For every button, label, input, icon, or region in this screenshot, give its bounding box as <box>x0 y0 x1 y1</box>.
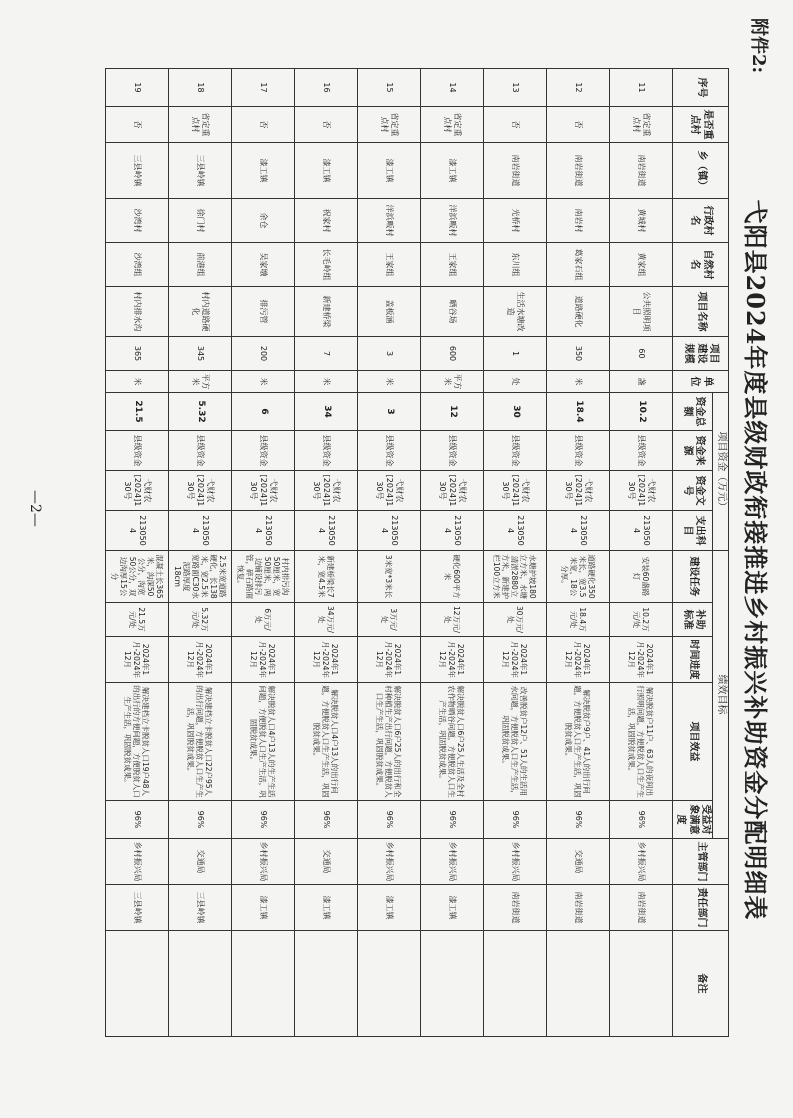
cell-task: 道路硬化350米长，宽3.5米宽，18公分厚。 <box>547 551 610 603</box>
header-fund-doc: 资金文号 <box>673 471 714 511</box>
cell-fund-doc: 弋财农[2024]130号 <box>610 471 673 511</box>
cell-schedule: 2024年1月-2024年12月 <box>484 637 547 683</box>
cell-fund-total: 18.4 <box>547 393 610 431</box>
header-township: 乡（镇） <box>673 143 729 199</box>
cell-township: 南岩街道 <box>484 143 547 199</box>
cell-subject: 2130504 <box>547 511 610 551</box>
cell-department: 交通局 <box>295 839 358 885</box>
cell-key-village: 否 <box>232 107 295 143</box>
cell-natural-village: 长毛岭组 <box>295 243 358 287</box>
cell-responsible: 漆工镇 <box>421 885 484 931</box>
cell-project: 道路硬化 <box>547 287 610 337</box>
cell-project: 生活水塘改造 <box>484 287 547 337</box>
cell-remark <box>295 931 358 1037</box>
cell-township: 南岩街道 <box>610 143 673 199</box>
cell-project: 盖板涵 <box>358 287 421 337</box>
cell-standard: 34万元/处 <box>295 603 358 637</box>
cell-fund-doc: 弋财农[2024]130号 <box>169 471 232 511</box>
header-responsible: 责任部门 <box>673 885 729 931</box>
cell-fund-source: 县级资金 <box>547 431 610 471</box>
cell-responsible: 南岩街道 <box>547 885 610 931</box>
cell-project: 公共照明项目 <box>610 287 673 337</box>
cell-remark <box>547 931 610 1037</box>
cell-fund-total: 30 <box>484 393 547 431</box>
cell-natural-village: 吴家墩 <box>232 243 295 287</box>
cell-task: 新建桥梁长7米，宽4.5米 <box>295 551 358 603</box>
header-fund-source: 资金来源 <box>673 431 714 471</box>
cell-schedule: 2024年1月-2024年12月 <box>106 637 169 683</box>
cell-admin-village: 徐门村 <box>169 199 232 243</box>
cell-subject: 2130504 <box>421 511 484 551</box>
cell-fund-source: 县级资金 <box>169 431 232 471</box>
cell-benefit: 解决脱贫户9户、41人的出行问题，方便脱贫人口生产生活，巩固脱贫成果。 <box>547 683 610 801</box>
cell-schedule: 2024年1月-2024年12月 <box>232 637 295 683</box>
cell-fund-total: 34 <box>295 393 358 431</box>
header-subject: 支出科目 <box>673 511 714 551</box>
cell-admin-village: 祝家村 <box>295 199 358 243</box>
cell-benefit: 解决建档立卡脱贫人口19户48人的出行的方便问题，方便脱贫人口生产生活，巩固脱贫成果。 <box>106 683 169 801</box>
table-row <box>610 69 673 1037</box>
cell-key-village: 省定重点村 <box>169 107 232 143</box>
table-row <box>358 69 421 1037</box>
cell-natural-village: 前港组 <box>169 243 232 287</box>
header-performance-group: 绩效目标 <box>713 551 729 839</box>
cell-task: 水塘护坡180立方米，水塘清淤2880立方米，新建护栏100立方米 <box>484 551 547 603</box>
cell-schedule: 2024年1月-2024年12月 <box>169 637 232 683</box>
cell-scale: 60 <box>610 337 673 371</box>
cell-benefit: 改善脱贫户12户、51人的生活用水问题，方便脱贫人口生产生活，巩固脱贫成果。 <box>484 683 547 801</box>
header-project-name: 项目名称 <box>673 287 729 337</box>
cell-township: 南岩街道 <box>547 143 610 199</box>
cell-scale: 7 <box>295 337 358 371</box>
cell-satisfaction: 96% <box>547 801 610 839</box>
cell-township: 三县岭镇 <box>169 143 232 199</box>
cell-schedule: 2024年1月-2024年12月 <box>295 637 358 683</box>
cell-subject: 2130504 <box>232 511 295 551</box>
cell-admin-village: 洋浜畈村 <box>421 199 484 243</box>
cell-key-village: 否 <box>484 107 547 143</box>
cell-admin-village: 南岩村 <box>547 199 610 243</box>
cell-task: 硬化600平方米 <box>421 551 484 603</box>
table-row <box>169 69 232 1037</box>
cell-unit: 平方米 <box>169 371 232 393</box>
cell-seq: 14 <box>421 69 484 107</box>
header-satisfaction: 受益对象满意度 <box>673 801 714 839</box>
cell-project: 新建桥梁 <box>295 287 358 337</box>
cell-task: 2.5米宽道路硬化，长138米，宽2.5米宽路面C30水泥路厚度18cm <box>169 551 232 603</box>
cell-responsible: 南岩街道 <box>484 885 547 931</box>
header-schedule: 时间进度 <box>673 637 714 683</box>
cell-subject: 2130504 <box>169 511 232 551</box>
cell-responsible: 漆工镇 <box>295 885 358 931</box>
cell-admin-village: 沙湾村 <box>106 199 169 243</box>
cell-natural-village: 王家组 <box>421 243 484 287</box>
cell-fund-doc: 弋财农[2024]130号 <box>358 471 421 511</box>
cell-schedule: 2024年1月-2024年12月 <box>421 637 484 683</box>
cell-standard: 30万元/处 <box>484 603 547 637</box>
cell-scale: 350 <box>547 337 610 371</box>
cell-township: 三县岭镇 <box>106 143 169 199</box>
cell-subject: 2130504 <box>358 511 421 551</box>
cell-department: 乡村振兴局 <box>484 839 547 885</box>
cell-standard: 12万元/处 <box>421 603 484 637</box>
cell-remark <box>421 931 484 1037</box>
cell-department: 乡村振兴局 <box>358 839 421 885</box>
cell-benefit: 解决脱贫人口4户13人的出行问题，方便脱贫人口生产生活，巩固脱贫成果。 <box>295 683 358 801</box>
table-row <box>484 69 547 1037</box>
cell-satisfaction: 96% <box>358 801 421 839</box>
cell-schedule: 2024年1月-2024年12月 <box>547 637 610 683</box>
cell-standard: 10.2万元/处 <box>610 603 673 637</box>
cell-unit: 米 <box>547 371 610 393</box>
cell-remark <box>169 931 232 1037</box>
rotated-sheet <box>14 10 779 1042</box>
cell-fund-source: 县级资金 <box>295 431 358 471</box>
cell-seq: 16 <box>295 69 358 107</box>
cell-township: 漆工镇 <box>421 143 484 199</box>
cell-admin-village: 黄城村 <box>610 199 673 243</box>
cell-task: 村内排污沟50厘米，宽50厘米，两边铺设排污管，碎石路面恢复。 <box>232 551 295 603</box>
cell-key-village: 省定重点村 <box>421 107 484 143</box>
table-row <box>421 69 484 1037</box>
cell-seq: 17 <box>232 69 295 107</box>
cell-natural-village: 东川组 <box>484 243 547 287</box>
cell-responsible: 漆工镇 <box>358 885 421 931</box>
cell-remark <box>106 931 169 1037</box>
cell-standard: 5.32万元/处 <box>169 603 232 637</box>
cell-satisfaction: 96% <box>295 801 358 839</box>
page-title: 弋阳县2024年度县级财政衔接推进乡村振兴补助资金分配明细表 <box>741 199 770 921</box>
cell-scale: 200 <box>232 337 295 371</box>
cell-satisfaction: 96% <box>421 801 484 839</box>
cell-key-village: 省定重点村 <box>358 107 421 143</box>
cell-seq: 15 <box>358 69 421 107</box>
cell-department: 乡村振兴局 <box>610 839 673 885</box>
table-row <box>232 69 295 1037</box>
cell-scale: 365 <box>106 337 169 371</box>
header-seq: 序号 <box>673 69 729 107</box>
cell-seq: 12 <box>547 69 610 107</box>
cell-department: 乡村振兴局 <box>106 839 169 885</box>
cell-satisfaction: 96% <box>610 801 673 839</box>
cell-task: 安装60盏路灯 <box>610 551 673 603</box>
cell-fund-total: 10.2 <box>610 393 673 431</box>
page-number: —2— <box>27 490 43 527</box>
cell-subject: 2130504 <box>295 511 358 551</box>
cell-subject: 2130504 <box>484 511 547 551</box>
cell-fund-doc: 弋财农[2024]130号 <box>106 471 169 511</box>
cell-fund-source: 县级资金 <box>421 431 484 471</box>
cell-fund-doc: 弋财农[2024]130号 <box>295 471 358 511</box>
table-row <box>547 69 610 1037</box>
cell-benefit: 解决脱贫人口4户13人的生产生活问题，方便脱贫人口生产生活，巩固脱贫成果。 <box>232 683 295 801</box>
cell-unit: 平方米 <box>421 371 484 393</box>
cell-natural-village: 黄家组 <box>610 243 673 287</box>
cell-seq: 11 <box>610 69 673 107</box>
header-fund-group: 项目资金（万元） <box>713 393 729 551</box>
cell-fund-total: 21.5 <box>106 393 169 431</box>
cell-satisfaction: 96% <box>232 801 295 839</box>
cell-responsible: 漆工镇 <box>232 885 295 931</box>
cell-fund-total: 6 <box>232 393 295 431</box>
cell-standard: 18.4万元/处 <box>547 603 610 637</box>
cell-township: 漆工镇 <box>232 143 295 199</box>
cell-scale: 3 <box>358 337 421 371</box>
cell-fund-source: 县级资金 <box>358 431 421 471</box>
cell-fund-source: 县级资金 <box>484 431 547 471</box>
cell-standard: 3万元/处 <box>358 603 421 637</box>
cell-fund-doc: 弋财农[2024]130号 <box>484 471 547 511</box>
cell-key-village: 否 <box>547 107 610 143</box>
fund-allocation-table <box>105 68 729 1037</box>
cell-responsible: 三县岭镇 <box>169 885 232 931</box>
cell-fund-doc: 弋财农[2024]130号 <box>232 471 295 511</box>
header-task: 建设任务 <box>673 551 714 603</box>
cell-subject: 2130504 <box>610 511 673 551</box>
cell-key-village: 否 <box>106 107 169 143</box>
header-remark: 备注 <box>673 931 729 1037</box>
cell-admin-village: 光桥村 <box>484 199 547 243</box>
cell-project: 排污管 <box>232 287 295 337</box>
cell-township: 漆工镇 <box>358 143 421 199</box>
cell-satisfaction: 96% <box>169 801 232 839</box>
cell-scale: 1 <box>484 337 547 371</box>
cell-benefit: 解决脱贫人口6户25人的出行和全村种植生产出行问题，方便脱贫人口生产生活，巩固脱贫成果。 <box>358 683 421 801</box>
cell-satisfaction: 96% <box>484 801 547 839</box>
cell-department: 乡村振兴局 <box>421 839 484 885</box>
cell-seq: 18 <box>169 69 232 107</box>
cell-project: 晒谷场 <box>421 287 484 337</box>
cell-unit: 盏 <box>610 371 673 393</box>
cell-subject: 2130504 <box>106 511 169 551</box>
cell-department: 乡村振兴局 <box>232 839 295 885</box>
attachment-label: 附件2: <box>748 18 769 74</box>
cell-remark <box>610 931 673 1037</box>
cell-township: 漆工镇 <box>295 143 358 199</box>
cell-natural-village: 王家组 <box>358 243 421 287</box>
cell-key-village: 省定重点村 <box>610 107 673 143</box>
cell-key-village: 否 <box>295 107 358 143</box>
cell-unit: 米 <box>232 371 295 393</box>
cell-seq: 13 <box>484 69 547 107</box>
cell-fund-source: 县级资金 <box>106 431 169 471</box>
cell-unit: 米 <box>358 371 421 393</box>
cell-remark <box>484 931 547 1037</box>
header-scale: 项目建设规模 <box>673 337 729 371</box>
cell-fund-total: 12 <box>421 393 484 431</box>
header-standard: 补助标准 <box>673 603 714 637</box>
header-admin-village: 行政村名 <box>673 199 729 243</box>
cell-scale: 345 <box>169 337 232 371</box>
cell-fund-source: 县级资金 <box>232 431 295 471</box>
cell-schedule: 2024年1月-2024年12月 <box>358 637 421 683</box>
cell-department: 交通局 <box>547 839 610 885</box>
cell-fund-doc: 弋财农[2024]130号 <box>547 471 610 511</box>
cell-responsible: 三县岭镇 <box>106 885 169 931</box>
cell-fund-source: 县级资金 <box>610 431 673 471</box>
cell-remark <box>232 931 295 1037</box>
cell-unit: 米 <box>106 371 169 393</box>
cell-unit: 处 <box>484 371 547 393</box>
cell-satisfaction: 96% <box>106 801 169 839</box>
header-unit: 单位 <box>673 371 729 393</box>
cell-responsible: 南岩街道 <box>610 885 673 931</box>
table-row <box>295 69 358 1037</box>
cell-department: 交通局 <box>169 839 232 885</box>
cell-benefit: 解决脱贫人口6户25人生活及全村农作物晒谷问题，方便脱贫人口生产生活，巩固脱贫成果。 <box>421 683 484 801</box>
cell-schedule: 2024年1月-2024年12月 <box>610 637 673 683</box>
cell-natural-village: 葛家石组 <box>547 243 610 287</box>
header-fund-total: 资金总额 <box>673 393 714 431</box>
cell-remark <box>358 931 421 1037</box>
cell-standard: 21.5万元/处 <box>106 603 169 637</box>
cell-scale: 600 <box>421 337 484 371</box>
header-key-village: 是否重点村 <box>673 107 729 143</box>
cell-benefit: 解决脱贫户11户、63人的夜间出行照明问题，方便脱贫人口生产生活，巩固脱贫成果。 <box>610 683 673 801</box>
cell-seq: 19 <box>106 69 169 107</box>
cell-natural-village: 沙湾组 <box>106 243 169 287</box>
header-benefit: 项目效益 <box>673 683 714 801</box>
cell-fund-doc: 弋财农[2024]130号 <box>421 471 484 511</box>
header-natural-village: 自然村名 <box>673 243 729 287</box>
cell-admin-village: 洋浜畈村 <box>358 199 421 243</box>
cell-project: 村内排水沟 <box>106 287 169 337</box>
cell-task: 3米宽*3米长 <box>358 551 421 603</box>
cell-task: 混凝土长365米，沟深50公分，沟宽50公分，双边沟厚15公分 <box>106 551 169 603</box>
cell-unit: 米 <box>295 371 358 393</box>
cell-project: 村内道路硬化 <box>169 287 232 337</box>
header-department: 主管部门 <box>673 839 729 885</box>
cell-benefit: 解决建档立卡脱贫人口22户95人的出行问题，方便脱贫人口生产生活，巩固脱贫成果。 <box>169 683 232 801</box>
cell-standard: 6万元/处 <box>232 603 295 637</box>
cell-fund-total: 5.32 <box>169 393 232 431</box>
cell-admin-village: 余仓 <box>232 199 295 243</box>
cell-fund-total: 3 <box>358 393 421 431</box>
table-row <box>106 69 169 1037</box>
